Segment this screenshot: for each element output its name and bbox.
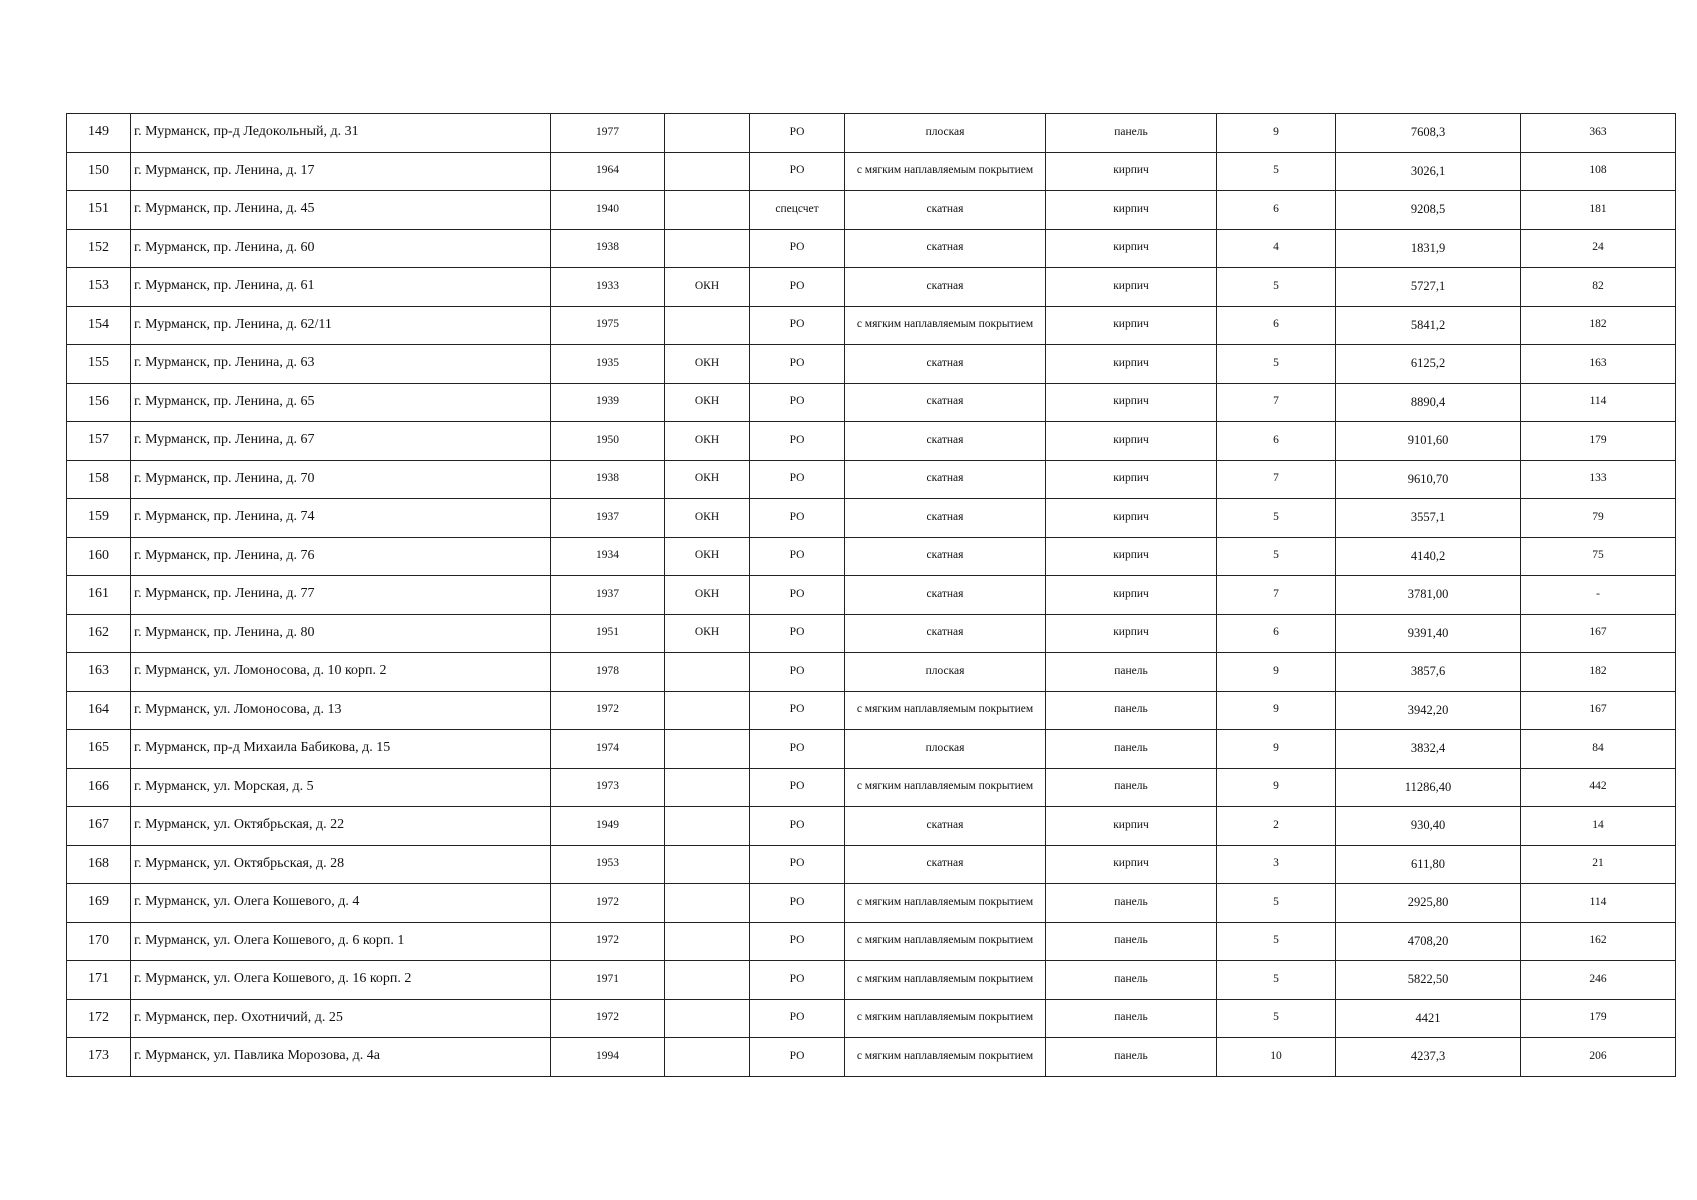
table-row: [67, 961, 1676, 1000]
heritage-status-cell: [665, 922, 750, 961]
year-built-cell: 1953: [551, 845, 665, 884]
table-row: [67, 653, 1676, 692]
table-row: [67, 499, 1676, 538]
row-number-cell: 163: [67, 653, 131, 692]
total-area-cell: 5727,1: [1336, 268, 1521, 307]
residents-cell: 108: [1521, 152, 1676, 191]
residents-cell: 14: [1521, 807, 1676, 846]
roof-type-cell: плоская: [845, 114, 1046, 153]
roof-type-cell: с мягким наплавляемым покрытием: [845, 691, 1046, 730]
roof-type-cell: с мягким наплавляемым покрытием: [845, 922, 1046, 961]
address-cell: г. Мурманск, ул. Морская, д. 5: [131, 768, 551, 807]
wall-material-cell: панель: [1046, 691, 1217, 730]
wall-material-cell: кирпич: [1046, 460, 1217, 499]
wall-material-cell: кирпич: [1046, 845, 1217, 884]
table-row: [67, 884, 1676, 923]
table-row: [67, 114, 1676, 153]
address-cell: г. Мурманск, ул. Павлика Морозова, д. 4а: [131, 1038, 551, 1077]
address-cell: г. Мурманск, пр. Ленина, д. 74: [131, 499, 551, 538]
address-cell: г. Мурманск, пр. Ленина, д. 76: [131, 537, 551, 576]
roof-type-cell: плоская: [845, 730, 1046, 769]
floors-cell: 3: [1217, 845, 1336, 884]
row-number-cell: 155: [67, 345, 131, 384]
table-row: [67, 537, 1676, 576]
address-cell: г. Мурманск, ул. Октябрьская, д. 28: [131, 845, 551, 884]
floors-cell: 9: [1217, 730, 1336, 769]
table-row: [67, 1038, 1676, 1077]
table-row: [67, 576, 1676, 615]
total-area-cell: 9208,5: [1336, 191, 1521, 230]
roof-type-cell: с мягким наплавляемым покрытием: [845, 999, 1046, 1038]
residents-cell: 182: [1521, 653, 1676, 692]
wall-material-cell: кирпич: [1046, 229, 1217, 268]
year-built-cell: 1938: [551, 460, 665, 499]
fund-type-cell: РО: [750, 730, 845, 769]
heritage-status-cell: ОКН: [665, 345, 750, 384]
residents-cell: 114: [1521, 383, 1676, 422]
fund-type-cell: РО: [750, 576, 845, 615]
residents-cell: 179: [1521, 999, 1676, 1038]
fund-type-cell: РО: [750, 537, 845, 576]
fund-type-cell: РО: [750, 691, 845, 730]
row-number-cell: 164: [67, 691, 131, 730]
address-cell: г. Мурманск, пр. Ленина, д. 77: [131, 576, 551, 615]
row-number-cell: 166: [67, 768, 131, 807]
row-number-cell: 161: [67, 576, 131, 615]
heritage-status-cell: ОКН: [665, 422, 750, 461]
heritage-status-cell: [665, 768, 750, 807]
address-cell: г. Мурманск, пр. Ленина, д. 80: [131, 614, 551, 653]
total-area-cell: 3942,20: [1336, 691, 1521, 730]
fund-type-cell: спецсчет: [750, 191, 845, 230]
wall-material-cell: кирпич: [1046, 807, 1217, 846]
fund-type-cell: РО: [750, 768, 845, 807]
fund-type-cell: РО: [750, 345, 845, 384]
fund-type-cell: РО: [750, 114, 845, 153]
residents-cell: 182: [1521, 306, 1676, 345]
floors-cell: 2: [1217, 807, 1336, 846]
roof-type-cell: с мягким наплавляемым покрытием: [845, 961, 1046, 1000]
address-cell: г. Мурманск, пер. Охотничий, д. 25: [131, 999, 551, 1038]
fund-type-cell: РО: [750, 268, 845, 307]
year-built-cell: 1940: [551, 191, 665, 230]
year-built-cell: 1933: [551, 268, 665, 307]
total-area-cell: 5822,50: [1336, 961, 1521, 1000]
floors-cell: 5: [1217, 999, 1336, 1038]
year-built-cell: 1937: [551, 499, 665, 538]
floors-cell: 7: [1217, 383, 1336, 422]
fund-type-cell: РО: [750, 306, 845, 345]
address-cell: г. Мурманск, ул. Ломоносова, д. 13: [131, 691, 551, 730]
row-number-cell: 173: [67, 1038, 131, 1077]
wall-material-cell: панель: [1046, 114, 1217, 153]
roof-type-cell: с мягким наплавляемым покрытием: [845, 884, 1046, 923]
floors-cell: 6: [1217, 422, 1336, 461]
floors-cell: 9: [1217, 653, 1336, 692]
address-cell: г. Мурманск, пр. Ленина, д. 70: [131, 460, 551, 499]
total-area-cell: 9610,70: [1336, 460, 1521, 499]
year-built-cell: 1951: [551, 614, 665, 653]
fund-type-cell: РО: [750, 807, 845, 846]
heritage-status-cell: ОКН: [665, 614, 750, 653]
row-number-cell: 150: [67, 152, 131, 191]
table-row: [67, 229, 1676, 268]
fund-type-cell: РО: [750, 499, 845, 538]
roof-type-cell: с мягким наплавляемым покрытием: [845, 768, 1046, 807]
fund-type-cell: РО: [750, 614, 845, 653]
building-table: [66, 113, 1676, 1077]
heritage-status-cell: [665, 229, 750, 268]
row-number-cell: 171: [67, 961, 131, 1000]
wall-material-cell: панель: [1046, 1038, 1217, 1077]
table-row: [67, 691, 1676, 730]
year-built-cell: 1974: [551, 730, 665, 769]
residents-cell: 206: [1521, 1038, 1676, 1077]
fund-type-cell: РО: [750, 229, 845, 268]
wall-material-cell: панель: [1046, 922, 1217, 961]
wall-material-cell: кирпич: [1046, 422, 1217, 461]
year-built-cell: 1939: [551, 383, 665, 422]
wall-material-cell: кирпич: [1046, 152, 1217, 191]
address-cell: г. Мурманск, ул. Олега Кошевого, д. 6 корп. 1: [131, 922, 551, 961]
residents-cell: 82: [1521, 268, 1676, 307]
wall-material-cell: кирпич: [1046, 345, 1217, 384]
roof-type-cell: скатная: [845, 383, 1046, 422]
year-built-cell: 1977: [551, 114, 665, 153]
heritage-status-cell: ОКН: [665, 460, 750, 499]
total-area-cell: 3832,4: [1336, 730, 1521, 769]
wall-material-cell: кирпич: [1046, 576, 1217, 615]
year-built-cell: 1949: [551, 807, 665, 846]
residents-cell: 442: [1521, 768, 1676, 807]
heritage-status-cell: [665, 845, 750, 884]
table-row: [67, 383, 1676, 422]
row-number-cell: 167: [67, 807, 131, 846]
floors-cell: 6: [1217, 306, 1336, 345]
residents-cell: 133: [1521, 460, 1676, 499]
total-area-cell: 3781,00: [1336, 576, 1521, 615]
total-area-cell: 9391,40: [1336, 614, 1521, 653]
address-cell: г. Мурманск, пр. Ленина, д. 61: [131, 268, 551, 307]
total-area-cell: 2925,80: [1336, 884, 1521, 923]
year-built-cell: 1994: [551, 1038, 665, 1077]
floors-cell: 4: [1217, 229, 1336, 268]
wall-material-cell: кирпич: [1046, 614, 1217, 653]
heritage-status-cell: [665, 152, 750, 191]
roof-type-cell: скатная: [845, 614, 1046, 653]
wall-material-cell: панель: [1046, 730, 1217, 769]
year-built-cell: 1972: [551, 884, 665, 923]
residents-cell: 181: [1521, 191, 1676, 230]
row-number-cell: 152: [67, 229, 131, 268]
row-number-cell: 153: [67, 268, 131, 307]
residents-cell: 246: [1521, 961, 1676, 1000]
table-row: [67, 922, 1676, 961]
table-row: [67, 768, 1676, 807]
heritage-status-cell: ОКН: [665, 383, 750, 422]
row-number-cell: 170: [67, 922, 131, 961]
year-built-cell: 1972: [551, 691, 665, 730]
wall-material-cell: кирпич: [1046, 191, 1217, 230]
address-cell: г. Мурманск, пр. Ленина, д. 60: [131, 229, 551, 268]
total-area-cell: 9101,60: [1336, 422, 1521, 461]
fund-type-cell: РО: [750, 922, 845, 961]
row-number-cell: 149: [67, 114, 131, 153]
roof-type-cell: с мягким наплавляемым покрытием: [845, 1038, 1046, 1077]
heritage-status-cell: ОКН: [665, 268, 750, 307]
heritage-status-cell: [665, 1038, 750, 1077]
residents-cell: 167: [1521, 691, 1676, 730]
year-built-cell: 1975: [551, 306, 665, 345]
fund-type-cell: РО: [750, 884, 845, 923]
heritage-status-cell: [665, 807, 750, 846]
address-cell: г. Мурманск, пр. Ленина, д. 62/11: [131, 306, 551, 345]
residents-cell: 162: [1521, 922, 1676, 961]
fund-type-cell: РО: [750, 845, 845, 884]
table-row: [67, 730, 1676, 769]
residents-cell: 75: [1521, 537, 1676, 576]
row-number-cell: 157: [67, 422, 131, 461]
total-area-cell: 4140,2: [1336, 537, 1521, 576]
row-number-cell: 159: [67, 499, 131, 538]
total-area-cell: 5841,2: [1336, 306, 1521, 345]
table-row: [67, 306, 1676, 345]
row-number-cell: 169: [67, 884, 131, 923]
total-area-cell: 1831,9: [1336, 229, 1521, 268]
row-number-cell: 151: [67, 191, 131, 230]
floors-cell: 10: [1217, 1038, 1336, 1077]
floors-cell: 5: [1217, 537, 1336, 576]
fund-type-cell: РО: [750, 1038, 845, 1077]
floors-cell: 5: [1217, 922, 1336, 961]
address-cell: г. Мурманск, ул. Олега Кошевого, д. 16 корп. 2: [131, 961, 551, 1000]
floors-cell: 5: [1217, 499, 1336, 538]
wall-material-cell: панель: [1046, 999, 1217, 1038]
floors-cell: 5: [1217, 884, 1336, 923]
row-number-cell: 172: [67, 999, 131, 1038]
row-number-cell: 165: [67, 730, 131, 769]
floors-cell: 5: [1217, 152, 1336, 191]
fund-type-cell: РО: [750, 961, 845, 1000]
address-cell: г. Мурманск, ул. Олега Кошевого, д. 4: [131, 884, 551, 923]
residents-cell: 21: [1521, 845, 1676, 884]
heritage-status-cell: [665, 961, 750, 1000]
wall-material-cell: кирпич: [1046, 306, 1217, 345]
wall-material-cell: кирпич: [1046, 537, 1217, 576]
heritage-status-cell: ОКН: [665, 537, 750, 576]
floors-cell: 7: [1217, 460, 1336, 499]
roof-type-cell: скатная: [845, 345, 1046, 384]
row-number-cell: 156: [67, 383, 131, 422]
floors-cell: 9: [1217, 114, 1336, 153]
table-row: [67, 268, 1676, 307]
residents-cell: 363: [1521, 114, 1676, 153]
table-row: [67, 345, 1676, 384]
total-area-cell: 4237,3: [1336, 1038, 1521, 1077]
roof-type-cell: скатная: [845, 422, 1046, 461]
total-area-cell: 6125,2: [1336, 345, 1521, 384]
table-row: [67, 845, 1676, 884]
table-row: [67, 999, 1676, 1038]
fund-type-cell: РО: [750, 422, 845, 461]
address-cell: г. Мурманск, пр. Ленина, д. 17: [131, 152, 551, 191]
total-area-cell: 930,40: [1336, 807, 1521, 846]
wall-material-cell: панель: [1046, 653, 1217, 692]
residents-cell: -: [1521, 576, 1676, 615]
roof-type-cell: с мягким наплавляемым покрытием: [845, 306, 1046, 345]
roof-type-cell: скатная: [845, 229, 1046, 268]
floors-cell: 6: [1217, 614, 1336, 653]
wall-material-cell: панель: [1046, 961, 1217, 1000]
roof-type-cell: скатная: [845, 460, 1046, 499]
row-number-cell: 162: [67, 614, 131, 653]
address-cell: г. Мурманск, пр. Ленина, д. 45: [131, 191, 551, 230]
year-built-cell: 1950: [551, 422, 665, 461]
address-cell: г. Мурманск, пр. Ленина, д. 65: [131, 383, 551, 422]
roof-type-cell: плоская: [845, 653, 1046, 692]
table-row: [67, 191, 1676, 230]
heritage-status-cell: ОКН: [665, 499, 750, 538]
table-row: [67, 807, 1676, 846]
heritage-status-cell: [665, 730, 750, 769]
year-built-cell: 1971: [551, 961, 665, 1000]
floors-cell: 6: [1217, 191, 1336, 230]
address-cell: г. Мурманск, пр-д Михаила Бабикова, д. 15: [131, 730, 551, 769]
row-number-cell: 168: [67, 845, 131, 884]
address-cell: г. Мурманск, пр. Ленина, д. 63: [131, 345, 551, 384]
fund-type-cell: РО: [750, 653, 845, 692]
heritage-status-cell: ОКН: [665, 576, 750, 615]
address-cell: г. Мурманск, ул. Ломоносова, д. 10 корп. 2: [131, 653, 551, 692]
row-number-cell: 160: [67, 537, 131, 576]
fund-type-cell: РО: [750, 460, 845, 499]
year-built-cell: 1964: [551, 152, 665, 191]
floors-cell: 9: [1217, 691, 1336, 730]
table-row: [67, 422, 1676, 461]
address-cell: г. Мурманск, пр. Ленина, д. 67: [131, 422, 551, 461]
heritage-status-cell: [665, 884, 750, 923]
heritage-status-cell: [665, 114, 750, 153]
heritage-status-cell: [665, 306, 750, 345]
floors-cell: 5: [1217, 268, 1336, 307]
year-built-cell: 1978: [551, 653, 665, 692]
roof-type-cell: скатная: [845, 845, 1046, 884]
wall-material-cell: кирпич: [1046, 499, 1217, 538]
year-built-cell: 1972: [551, 922, 665, 961]
table-row: [67, 152, 1676, 191]
total-area-cell: 11286,40: [1336, 768, 1521, 807]
total-area-cell: 7608,3: [1336, 114, 1521, 153]
fund-type-cell: РО: [750, 383, 845, 422]
address-cell: г. Мурманск, пр-д Ледокольный, д. 31: [131, 114, 551, 153]
fund-type-cell: РО: [750, 152, 845, 191]
wall-material-cell: панель: [1046, 768, 1217, 807]
roof-type-cell: скатная: [845, 191, 1046, 230]
total-area-cell: 611,80: [1336, 845, 1521, 884]
wall-material-cell: панель: [1046, 884, 1217, 923]
roof-type-cell: скатная: [845, 807, 1046, 846]
table-row: [67, 460, 1676, 499]
fund-type-cell: РО: [750, 999, 845, 1038]
residents-cell: 114: [1521, 884, 1676, 923]
residents-cell: 79: [1521, 499, 1676, 538]
housing-register-sheet: [66, 113, 1676, 1077]
year-built-cell: 1938: [551, 229, 665, 268]
total-area-cell: 4421: [1336, 999, 1521, 1038]
year-built-cell: 1937: [551, 576, 665, 615]
address-cell: г. Мурманск, ул. Октябрьская, д. 22: [131, 807, 551, 846]
year-built-cell: 1972: [551, 999, 665, 1038]
residents-cell: 84: [1521, 730, 1676, 769]
heritage-status-cell: [665, 691, 750, 730]
heritage-status-cell: [665, 653, 750, 692]
wall-material-cell: кирпич: [1046, 383, 1217, 422]
residents-cell: 24: [1521, 229, 1676, 268]
row-number-cell: 154: [67, 306, 131, 345]
roof-type-cell: скатная: [845, 268, 1046, 307]
row-number-cell: 158: [67, 460, 131, 499]
roof-type-cell: скатная: [845, 576, 1046, 615]
total-area-cell: 8890,4: [1336, 383, 1521, 422]
year-built-cell: 1973: [551, 768, 665, 807]
floors-cell: 5: [1217, 961, 1336, 1000]
heritage-status-cell: [665, 191, 750, 230]
roof-type-cell: скатная: [845, 537, 1046, 576]
wall-material-cell: кирпич: [1046, 268, 1217, 307]
table-row: [67, 614, 1676, 653]
residents-cell: 179: [1521, 422, 1676, 461]
total-area-cell: 4708,20: [1336, 922, 1521, 961]
year-built-cell: 1934: [551, 537, 665, 576]
roof-type-cell: скатная: [845, 499, 1046, 538]
floors-cell: 9: [1217, 768, 1336, 807]
year-built-cell: 1935: [551, 345, 665, 384]
residents-cell: 167: [1521, 614, 1676, 653]
total-area-cell: 3026,1: [1336, 152, 1521, 191]
floors-cell: 5: [1217, 345, 1336, 384]
total-area-cell: 3557,1: [1336, 499, 1521, 538]
total-area-cell: 3857,6: [1336, 653, 1521, 692]
residents-cell: 163: [1521, 345, 1676, 384]
heritage-status-cell: [665, 999, 750, 1038]
table-body: [67, 114, 1676, 1077]
roof-type-cell: с мягким наплавляемым покрытием: [845, 152, 1046, 191]
floors-cell: 7: [1217, 576, 1336, 615]
